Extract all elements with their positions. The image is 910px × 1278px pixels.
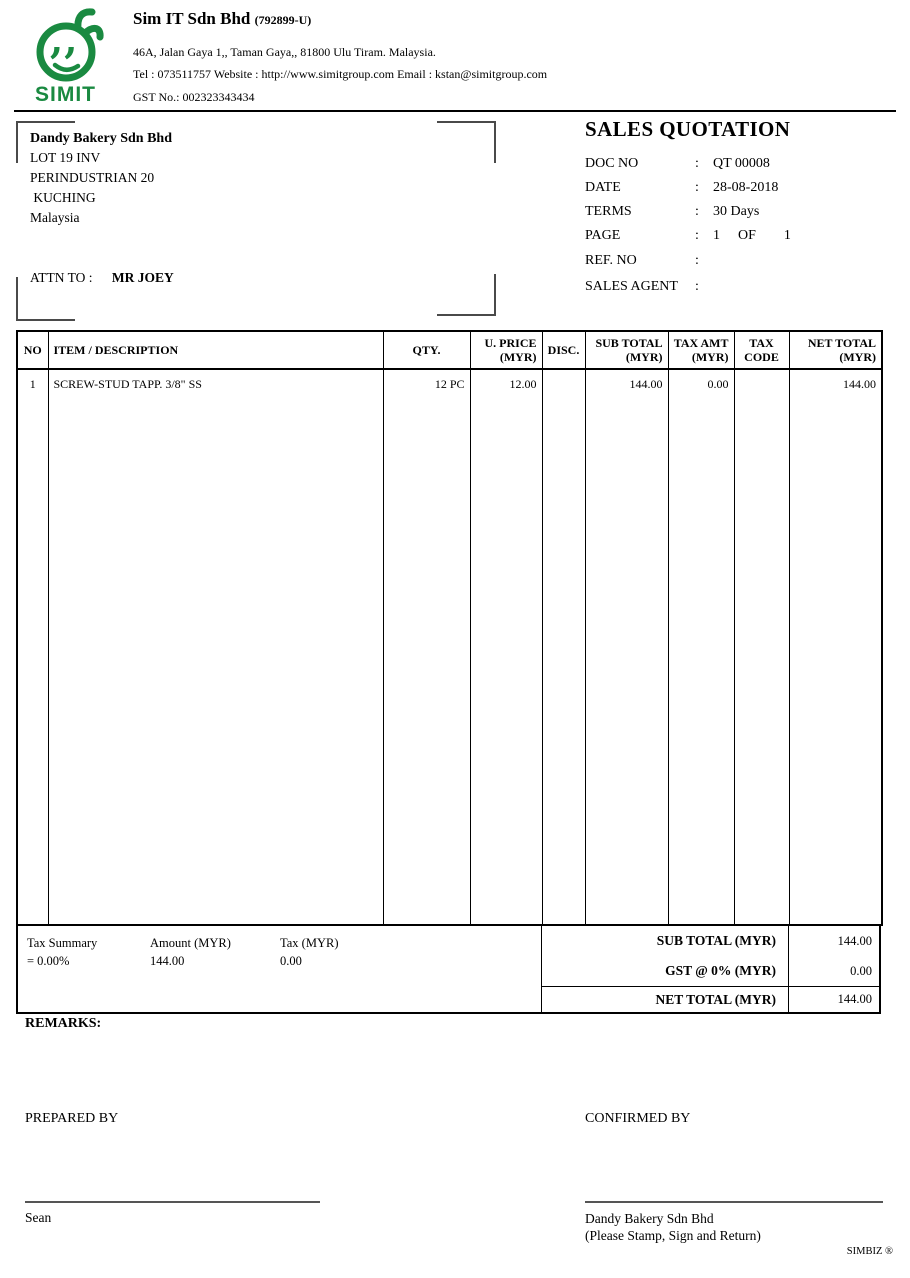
page-total: 1 [783, 228, 791, 243]
customer-address-line: LOT 19 INV [30, 150, 101, 165]
company-name: Sim IT Sdn Bhd [133, 9, 251, 28]
logo-smile-icon [55, 65, 78, 70]
company-reg-no: (792899-U) [254, 13, 312, 27]
confirmed-by-label: CONFIRMED BY [585, 1111, 691, 1126]
doc-field-terms: TERMS : 30 Days [585, 204, 760, 219]
remarks-label: REMARKS: [25, 1016, 102, 1031]
net-total-label: NET TOTAL (MYR) [542, 986, 788, 1012]
page-number: 1 [713, 228, 720, 243]
logo-eyes-icon: ,, [50, 17, 79, 62]
tax-header: Tax (MYR) [280, 936, 339, 950]
customer-address-line: KUCHING [30, 190, 96, 205]
customer-address-line: PERINDUSTRIAN 20 [30, 170, 155, 185]
logo-wordmark: SIMIT [35, 83, 96, 106]
confirmed-by-name [585, 1210, 761, 1244]
logo-graphic [33, 8, 105, 106]
doc-field-page: PAGE : 1 OF 1 [585, 228, 791, 243]
cell-sub-total: 144.00 [585, 369, 668, 925]
company-logo [33, 8, 105, 106]
col-header-u-price: U. PRICE (MYR) [470, 331, 542, 369]
window-bracket-top-right [437, 121, 496, 163]
col-header-tax-amt: TAX AMT (MYR) [668, 331, 734, 369]
doc-field-sales-agent: SALES AGENT : [585, 279, 699, 294]
tax-amount-value: 144.00 [150, 954, 185, 968]
tax-summary-header: Tax Summary [27, 936, 98, 950]
col-header-disc: DISC. [542, 331, 585, 369]
attn-label: ATTN TO : [30, 270, 93, 285]
customer-address-block [30, 129, 420, 228]
items-header-row [17, 331, 882, 369]
confirmed-by-note: (Please Stamp, Sign and Return) [585, 1228, 761, 1243]
attn-value: MR JOEY [111, 270, 174, 285]
document-title: SALES QUOTATION [585, 117, 791, 141]
document-header [585, 116, 890, 300]
page-of-label: OF [738, 228, 756, 243]
cell-net-total: 144.00 [789, 369, 882, 925]
company-letterhead [133, 8, 773, 105]
company-address: 46A, Jalan Gaya 1,, Taman Gaya,, 81800 Ulu Tiram. Malaysia. [133, 45, 436, 59]
prepared-by-label: PREPARED BY [25, 1111, 119, 1126]
tax-amount-header: Amount (MYR) [150, 936, 231, 950]
company-contact-line: Tel : 073511757 Website : http://www.simitgroup.com Email : kstan@simitgroup.com [133, 67, 548, 81]
cell-no: 1 [17, 369, 48, 925]
cell-tax-amt: 0.00 [668, 369, 734, 925]
gst-label: GST @ 0% (MYR) [665, 963, 776, 978]
sub-total-value: 144.00 [788, 926, 879, 956]
tax-rate-value: = 0.00% [27, 954, 70, 968]
summary-section [16, 926, 881, 1014]
col-header-qty: QTY. [383, 331, 470, 369]
gst-value: 0.00 [788, 956, 879, 986]
doc-field-doc-no: DOC NO : QT 00008 [585, 156, 770, 171]
item-row [17, 369, 882, 925]
tax-summary-block [18, 926, 542, 1012]
software-brand: SIMBIZ ® [846, 1246, 893, 1257]
sub-total-label: SUB TOTAL (MYR) [656, 933, 776, 948]
col-header-no: NO [17, 331, 48, 369]
doc-field-date: DATE : 28-08-2018 [585, 180, 779, 195]
company-gst-no: GST No.: 002323343434 [133, 90, 255, 104]
col-header-sub-total: SUB TOTAL (MYR) [585, 331, 668, 369]
cell-qty: 12 PC [383, 369, 470, 925]
cell-description: SCREW-STUD TAPP. 3/8" SS [48, 369, 383, 925]
col-header-tax-code: TAX CODE [734, 331, 789, 369]
window-bracket-bottom-right [437, 274, 496, 316]
col-header-net-total: NET TOTAL (MYR) [789, 331, 882, 369]
items-table-section [16, 330, 881, 1014]
items-table [16, 330, 883, 926]
logo-sprout-icon [78, 12, 92, 28]
letterhead-divider [14, 110, 896, 112]
prepared-by-signature-line [25, 1201, 320, 1203]
customer-address-line: Malaysia [30, 210, 80, 225]
cell-tax-code [734, 369, 789, 925]
cell-u-price: 12.00 [470, 369, 542, 925]
net-total-value: 144.00 [788, 986, 879, 1012]
prepared-by-name: Sean [25, 1210, 52, 1225]
customer-name: Dandy Bakery Sdn Bhd [30, 131, 173, 146]
tax-value: 0.00 [280, 954, 302, 968]
cell-disc [542, 369, 585, 925]
totals-block [542, 926, 879, 1012]
col-header-description: ITEM / DESCRIPTION [48, 331, 383, 369]
attention-row [30, 270, 174, 286]
confirmed-by-signature-line [585, 1201, 883, 1203]
doc-field-ref-no: REF. NO : [585, 253, 699, 268]
confirmed-by-company: Dandy Bakery Sdn Bhd [585, 1211, 714, 1226]
